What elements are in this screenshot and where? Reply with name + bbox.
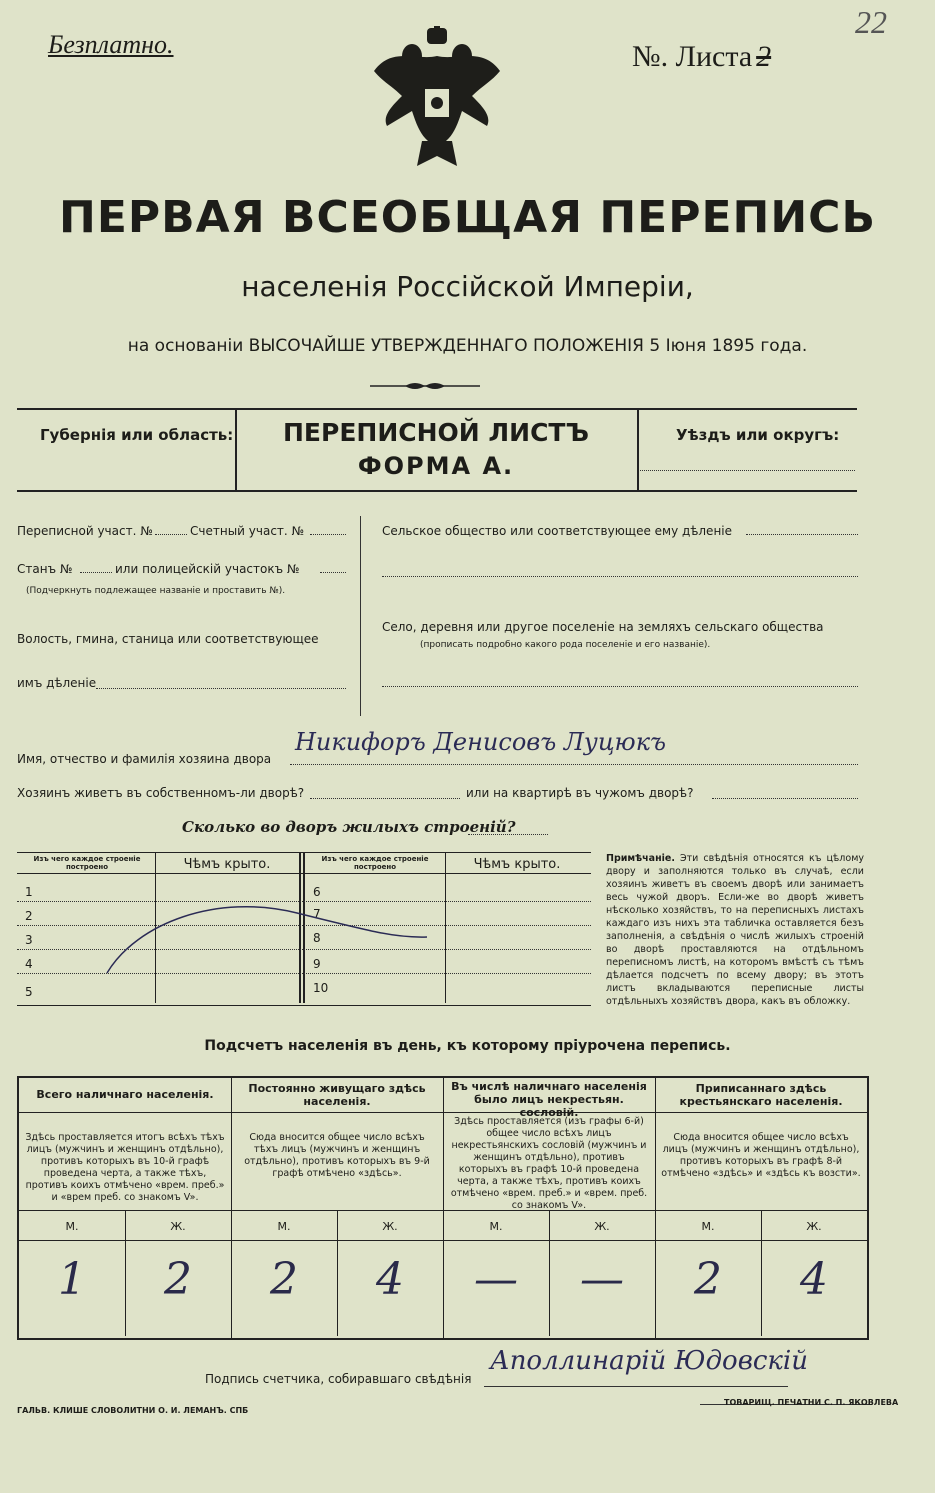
underline-note: (Подчеркнуть подлежащее названіе и проставить №).: [26, 586, 286, 596]
form-title: ПЕРЕПИСНОЙ ЛИСТЪ: [283, 418, 589, 447]
col-roof-header: Чѣмъ крыто.: [183, 857, 271, 872]
ornament-divider: [370, 380, 480, 392]
pop-col-3-text: Здѣсь проставляется (изъ графы 6-й) общее число всѣхъ лицъ некрестьянскихъ сословій (мужчинъ и женщинъ отдѣльно), противъ которыхъ въ графѣ 10-й проведена черта, а также тѣхъ, противъ коихъ отмѣчено «врем. преб.» и «врем. преб. со знакомъ V».: [450, 1116, 648, 1211]
pop-col-3-male-value: —: [474, 1254, 518, 1305]
row-number: 1: [25, 885, 33, 899]
society-label: Сельское общество или соответствующее ему дѣленіе: [382, 524, 733, 538]
sheet-number-label: №. Листа: [632, 40, 753, 73]
sheet-number-value: 2: [756, 40, 772, 73]
stan-label: Станъ №: [17, 562, 73, 576]
female-label: Ж.: [594, 1220, 610, 1233]
row-number: 6: [313, 885, 321, 899]
male-label: М.: [65, 1220, 79, 1233]
female-label: Ж.: [806, 1220, 822, 1233]
pop-col-1-header: Всего наличнаго населенія.: [36, 1088, 214, 1101]
buildings-table: [17, 852, 591, 1006]
pop-col-3-header: Въ числѣ наличнаго населенія было лицъ некрестьян. сословій.: [451, 1080, 647, 1119]
owner-name-label: Имя, отчество и фамилія хозяина двора: [17, 752, 272, 766]
pop-col-1-female-value: 2: [164, 1254, 192, 1305]
police-label: или полицейскій участокъ №: [115, 562, 300, 576]
pop-col-2-female-value: 4: [376, 1254, 404, 1305]
male-label: М.: [489, 1220, 503, 1233]
owner-name-value: Никифоръ Денисовъ Луцюкъ: [295, 728, 667, 756]
archive-page-number: 22: [855, 4, 887, 40]
page-subtitle: населенія Россійской Имперіи,: [241, 270, 694, 303]
form-subtitle: ФОРМА А.: [357, 452, 515, 480]
row-number: 10: [313, 981, 329, 995]
printer-note-left: ГАЛЬВ. КЛИШЕ СЛОВОЛИТНИ О. И. ЛЕМАНЪ. СПБ: [17, 1406, 249, 1415]
col-building-header: Изъ чего каждое строеніе построено: [33, 855, 141, 871]
pop-col-2-text: Сюда вносится общее число всѣхъ тѣхъ лицъ (мужчинъ и женщинъ отдѣльно), противъ которыхъ въ 9-й графѣ отмѣчено «здѣсь».: [244, 1132, 430, 1179]
uezd-label: Уѣздъ или округъ:: [676, 426, 840, 444]
rent-label: или на квартирѣ въ чужомъ дворѣ?: [466, 786, 694, 800]
row-number: 8: [313, 931, 321, 945]
pop-col-2-male-value: 2: [270, 1254, 298, 1305]
handwritten-strike-mark: [97, 893, 437, 983]
row-number: 2: [25, 909, 33, 923]
pop-col-3-female-value: —: [580, 1254, 624, 1305]
page-title: ПЕРВАЯ ВСЕОБЩАЯ ПЕРЕПИСЬ: [59, 192, 876, 243]
double-headed-eagle-icon: [372, 26, 502, 176]
pop-col-1-text: Здѣсь проставляется итогъ всѣхъ тѣхъ лицъ (мужчинъ и женщинъ отдѣльно), противъ которыхъ въ 10-й графѣ проведена черта, а также тѣхъ, противъ коихъ отмѣчено «врем. преб.» и «врем преб. со знакомъ V».: [25, 1132, 225, 1203]
pop-col-1-male-value: 1: [58, 1254, 86, 1305]
row-number: 3: [25, 933, 33, 947]
population-table: [17, 1076, 869, 1340]
legal-basis: на основаніи ВЫСОЧАЙШЕ УТВЕРЖДЕННАГО ПОЛОЖЕНІЯ 5 Іюня 1895 года.: [127, 336, 808, 356]
row-number: 4: [25, 957, 33, 971]
province-label: Губернія или область:: [40, 426, 234, 444]
village-label: Село, деревня или другое поселеніе на земляхъ сельскаго общества: [382, 620, 824, 634]
volost-label: Волость, гмина, станица или соответствующее: [17, 632, 319, 646]
printer-note-right: ТОВАРИЩ. ПЕЧАТНИ С. П. ЯКОВЛЕВА: [724, 1398, 899, 1407]
pop-col-4-header: Приписаннаго здѣсь крестьянскаго населенія.: [679, 1082, 843, 1108]
volost-label-2: имъ дѣленіе: [17, 676, 97, 690]
female-label: Ж.: [170, 1220, 186, 1233]
buildings-question: Сколько во дворъ жилыхъ строеній?: [182, 818, 516, 836]
signature-label: Подпись счетчика, собиравшаго свѣдѣнія: [205, 1372, 472, 1386]
divider: [637, 410, 639, 490]
col-roof-header-2: Чѣмъ крыто.: [473, 857, 561, 872]
row-number: 7: [313, 907, 321, 921]
note-title: Примѣчаніе.: [606, 853, 675, 864]
pop-col-4-female-value: 4: [800, 1254, 828, 1305]
note-body: Эти свѣдѣнія относятся къ цѣлому двору и заполняются только въ случаѣ, если хозяинъ живетъ въ своемъ дворѣ или занимаетъ весь чужой дворъ. Если-же во дворѣ живетъ нѣсколько хозяйствъ, то на переписныхъ листахъ каждаго изъ нихъ эта табличка оставляется безъ заполненія, а свѣдѣнія о числѣ жилыхъ строеній во дворѣ проставляются на отдѣльномъ переписномъ листѣ, на которомъ вмѣстѣ съ тѣмъ дѣлается подсчетъ по всему двору; въ этотъ листъ вкладываются переписные листы отдѣльныхъ хозяйствъ двора, какъ въ обложку.: [606, 853, 864, 1007]
own-yard-label: Хозяинъ живетъ въ собственномъ-ли дворѣ?: [17, 786, 305, 800]
female-label: Ж.: [382, 1220, 398, 1233]
male-label: М.: [701, 1220, 715, 1233]
free-label: Безплатно.: [48, 30, 174, 59]
pop-col-2-header: Постоянно живущаго здѣсь населенія.: [248, 1082, 426, 1108]
count-district-label: Счетный участ. №: [190, 524, 305, 538]
row-number: 5: [25, 985, 33, 999]
note-text: [606, 852, 864, 1008]
population-heading: Подсчетъ населенія въ день, къ которому пріурочена перепись.: [204, 1038, 731, 1054]
census-district-label: Переписной участ. №: [17, 524, 153, 538]
sheet-number: [632, 40, 771, 74]
male-label: М.: [277, 1220, 291, 1233]
row-number: 9: [313, 957, 321, 971]
vertical-divider: [360, 516, 361, 716]
pop-col-4-text: Сюда вносится общее число всѣхъ лицъ (мужчинъ и женщинъ отдѣльно), противъ которыхъ въ графѣ 8-й отмѣчено «здѣсь» и «здѣсь къ возсти».: [661, 1132, 861, 1179]
pop-col-4-male-value: 2: [694, 1254, 722, 1305]
village-note: (прописать подробно какого рода поселеніе и его названіе).: [420, 640, 711, 650]
signature-value: Аполлинарiй Юдовскiй: [490, 1346, 808, 1376]
col-building-header-2: Изъ чего каждое строеніе построено: [321, 855, 429, 871]
